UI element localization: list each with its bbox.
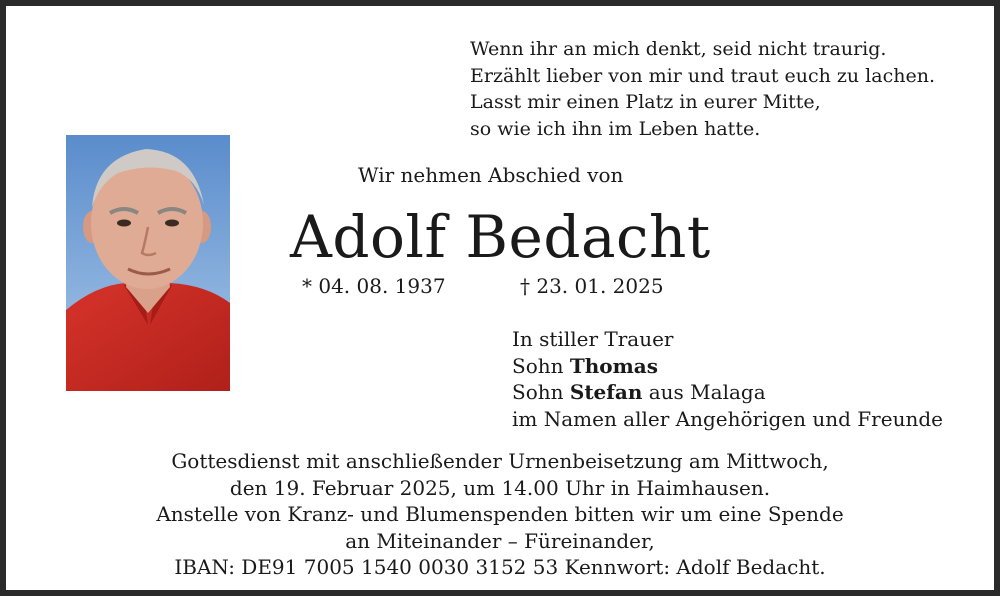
- farewell-intro: Wir nehmen Abschied von: [358, 163, 624, 187]
- son-name: Thomas: [569, 353, 659, 378]
- son-name: Stefan: [569, 380, 643, 404]
- origin-label: aus Malaga: [642, 380, 766, 404]
- death-date: † 23. 01. 2025: [520, 274, 664, 298]
- mourners-block: [512, 326, 943, 432]
- service-line: Gottesdienst mit anschließender Urnenbeisetzung am Mittwoch,: [171, 449, 829, 473]
- birth-date: * 04. 08. 1937: [302, 274, 446, 298]
- poem-line: so wie ich ihn im Leben hatte.: [470, 117, 761, 140]
- poem-line: Erzählt lieber von mir und traut euch zu lachen.: [470, 64, 935, 87]
- service-line: Anstelle von Kranz- und Blumenspenden bitten wir um eine Spende: [156, 502, 844, 526]
- poem-line: Lasst mir einen Platz in eurer Mitte,: [470, 91, 821, 113]
- mourning-line: In stiller Trauer: [512, 327, 674, 351]
- mourner-son-2: [512, 379, 943, 406]
- service-line: an Miteinander – Füreinander,: [345, 528, 655, 553]
- poem: [470, 36, 935, 142]
- portrait-photo: [66, 135, 230, 391]
- obituary-card: [6, 6, 994, 590]
- service-info: [6, 448, 994, 581]
- relation-label: Sohn: [512, 380, 570, 404]
- mourner-son-1: [512, 353, 943, 380]
- iban-line: IBAN: DE91 7005 1540 0030 3152 53 Kennwort: Adolf Bedacht.: [174, 555, 826, 579]
- relation-label: Sohn: [512, 353, 570, 378]
- service-line: den 19. Februar 2025, um 14.00 Uhr in Haimhausen.: [229, 475, 771, 500]
- relatives-line: im Namen aller Angehörigen und Freunde: [512, 406, 943, 431]
- deceased-name: Adolf Bedacht: [290, 203, 711, 271]
- poem-line: Wenn ihr an mich denkt, seid nicht traurig.: [470, 38, 887, 60]
